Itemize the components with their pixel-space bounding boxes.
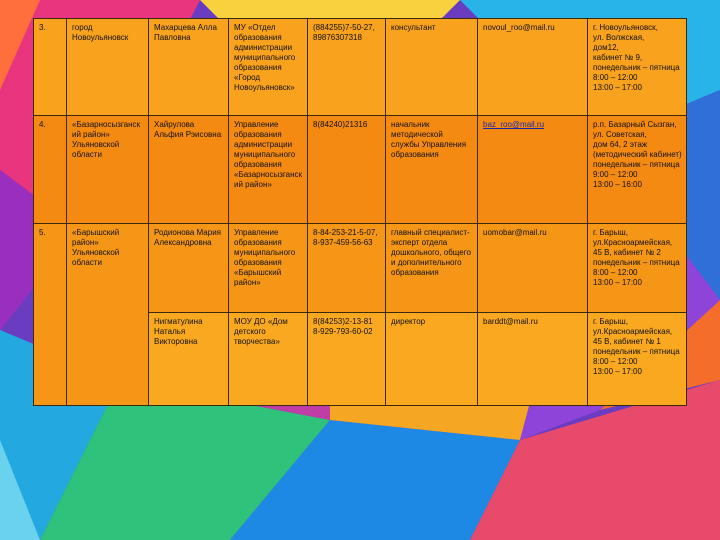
cell-person: Хайрулова Альфия Рэисовна (149, 116, 229, 224)
cell-email: uomobar@mail.ru (478, 224, 588, 313)
cell-person: Родионова Мария Александровна (149, 224, 229, 313)
cell-number: 3. (34, 19, 67, 116)
cell-address: р.п. Базарный Сызган, ул. Советская, дом 64, 2 этаж (методический кабинет) понедельник – пятница 9:00 – 12:00 13:00 – 16:00 (588, 116, 687, 224)
email-link[interactable]: baz_roo@mail.ru (483, 120, 545, 129)
cell-person: Нигматулина Наталья Викторовна (149, 313, 229, 406)
table-row (34, 224, 687, 313)
cell-address: г. Барыш, ул.Красноармейская, 45 В, кабинет № 1 понедельник – пятница 8:00 – 12:00 13:00 – 17:00 (588, 313, 687, 406)
cell-position: консультант (386, 19, 478, 116)
cell-district: «Базарносызганский район» Ульяновской области (67, 116, 149, 224)
cell-number: 4. (34, 116, 67, 224)
cell-phone: 8(84253)2-13-81 8-929-793-60-02 (308, 313, 386, 406)
cell-phone: 8-84-253-21-5-07, 8-937-459-56-63 (308, 224, 386, 313)
cell-position: директор (386, 313, 478, 406)
table-row (34, 19, 687, 116)
cell-organization: МУ «Отдел образования администрации муниципального образования «Город Новоульяновск» (229, 19, 308, 116)
table-row (34, 116, 687, 224)
cell-email: novoul_roo@mail.ru (478, 19, 588, 116)
cell-address: г. Новоульяновск, ул. Волжская, дом12, кабинет № 9, понедельник – пятница 8:00 – 12:00 13:00 – 17:00 (588, 19, 687, 116)
cell-district: «Барышский район» Ульяновской области (67, 224, 149, 406)
cell-position: главный специалист-эксперт отдела дошкольного, общего и дополнительного образования (386, 224, 478, 313)
contacts-table (33, 18, 687, 406)
cell-number: 5. (34, 224, 67, 406)
cell-district: город Новоульяновск (67, 19, 149, 116)
cell-organization: МОУ ДО «Дом детского творчества» (229, 313, 308, 406)
cell-phone: (884255)7-50-27, 89876307318 (308, 19, 386, 116)
cell-email: barddt@mail.ru (478, 313, 588, 406)
cell-phone: 8(84240)21316 (308, 116, 386, 224)
cell-organization: Управление образования администрации муниципального образования «Базарносызганский район» (229, 116, 308, 224)
cell-person: Махарцева Алла Павловна (149, 19, 229, 116)
cell-address: г. Барыш, ул.Красноармейская, 45 В, кабинет № 2 понедельник – пятница 8:00 – 12:00 13:00 – 17:00 (588, 224, 687, 313)
cell-organization: Управление образования муниципального образования «Барышский район» (229, 224, 308, 313)
cell-email (478, 116, 588, 224)
cell-position: начальник методической службы Управления образования (386, 116, 478, 224)
